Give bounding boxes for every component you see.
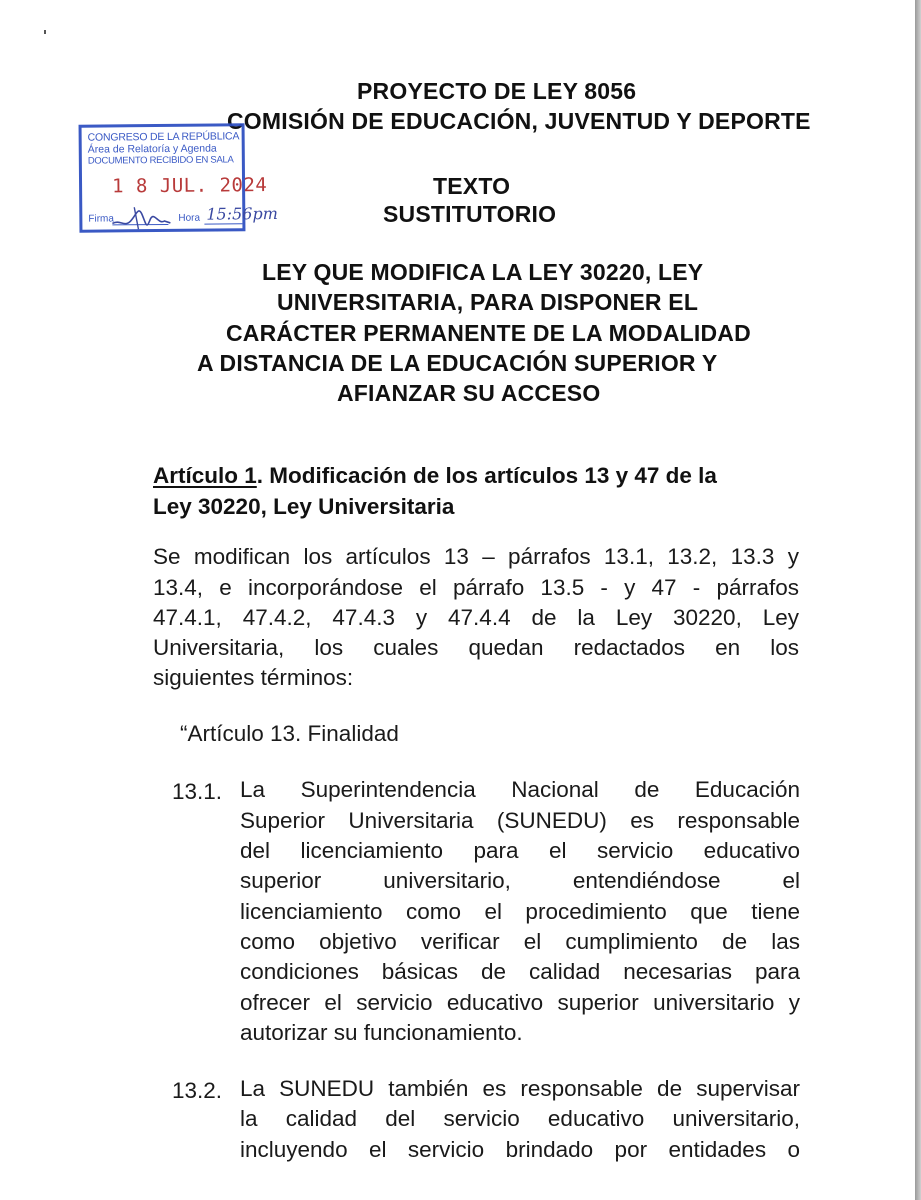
paragraph-13-1-line: superior universitario, entendiéndose el — [240, 870, 800, 893]
text-type-line2: SUSTITUTORIO — [383, 201, 557, 227]
paragraph-13-1-line: condiciones básicas de calidad necesarias para — [240, 961, 800, 984]
commission-name: COMISIÓN DE EDUCACIÓN, JUVENTUD Y DEPORTE — [227, 108, 811, 134]
stamp-date: 1 8 JUL. 2024 — [111, 174, 268, 198]
law-title-line: A DISTANCIA DE LA EDUCACIÓN SUPERIOR Y — [197, 350, 718, 376]
paragraph-13-1-line: Superior Universitaria (SUNEDU) es responsable — [240, 810, 800, 833]
paragraph-13-1-line: del licenciamiento para el servicio educativo — [240, 840, 800, 863]
quoted-article-title: “Artículo 13. Finalidad — [180, 721, 399, 746]
article-1-heading-text: . Modificación de los artículos 13 y 47 de la — [256, 463, 717, 488]
article-1-heading-line2: Ley 30220, Ley Universitaria — [153, 494, 455, 519]
page-edge-shadow — [915, 0, 921, 1200]
paragraph-number: 13.2. — [172, 1078, 223, 1103]
paragraph-13-1-line: como objetivo verificar el cumplimiento de las — [240, 931, 800, 954]
paragraph-13-1-line: licenciamiento como el procedimiento que tiene — [240, 901, 800, 924]
intro-paragraph-line: Universitaria, los cuales quedan redactados en los — [153, 637, 799, 660]
stamp-hora-value: 15:56pm — [206, 203, 278, 224]
intro-paragraph-line: 47.4.1, 47.4.2, 47.4.3 y 47.4.4 de la Ley 30220, Ley — [153, 607, 799, 630]
article-1-label: Artículo 1 — [153, 463, 257, 488]
intro-paragraph-line: Se modifican los artículos 13 – párrafos 13.1, 13.2, 13.3 y — [153, 546, 799, 569]
law-title-line: LEY QUE MODIFICA LA LEY 30220, LEY — [262, 259, 704, 285]
article-1-heading — [153, 463, 717, 489]
stamp-line-congress: CONGRESO DE LA REPÚBLICA — [87, 130, 240, 144]
paragraph-13-2-line: la calidad del servicio educativo universitario, — [240, 1108, 800, 1131]
stamp-line-area: Área de Relatoría y Agenda — [87, 142, 217, 156]
scan-speck — [44, 30, 46, 34]
law-title-line: UNIVERSITARIA, PARA DISPONER EL — [277, 289, 699, 315]
reception-stamp — [79, 123, 278, 232]
paragraph-13-1-line: La Superintendencia Nacional de Educación — [240, 779, 800, 802]
text-type-line1: TEXTO — [433, 173, 511, 199]
paragraph-13-2-line: La SUNEDU también es responsable de supervisar — [240, 1078, 800, 1101]
paragraph-number: 13.1. — [172, 779, 223, 804]
paragraph-13-2-line: incluyendo el servicio brindado por entidades o — [240, 1139, 800, 1162]
handwritten-signature — [110, 201, 172, 232]
law-title-line: CARÁCTER PERMANENTE DE LA MODALIDAD — [226, 320, 751, 346]
law-title-line: AFIANZAR SU ACCESO — [337, 380, 601, 406]
bill-number: PROYECTO DE LEY 8056 — [357, 78, 637, 104]
intro-paragraph-line: siguientes términos: — [153, 665, 354, 690]
paragraph-13-1-line: ofrecer el servicio educativo superior universitario y — [240, 992, 800, 1015]
stamp-hora-label: Hora — [178, 212, 201, 224]
stamp-firma-label: Firma — [88, 213, 114, 225]
paragraph-13-1-line: autorizar su funcionamiento. — [240, 1020, 523, 1045]
intro-paragraph-line: 13.4, e incorporándose el párrafo 13.5 - y 47 - párrafos — [153, 577, 799, 600]
stamp-line-received: DOCUMENTO RECIBIDO EN SALA — [87, 154, 234, 167]
